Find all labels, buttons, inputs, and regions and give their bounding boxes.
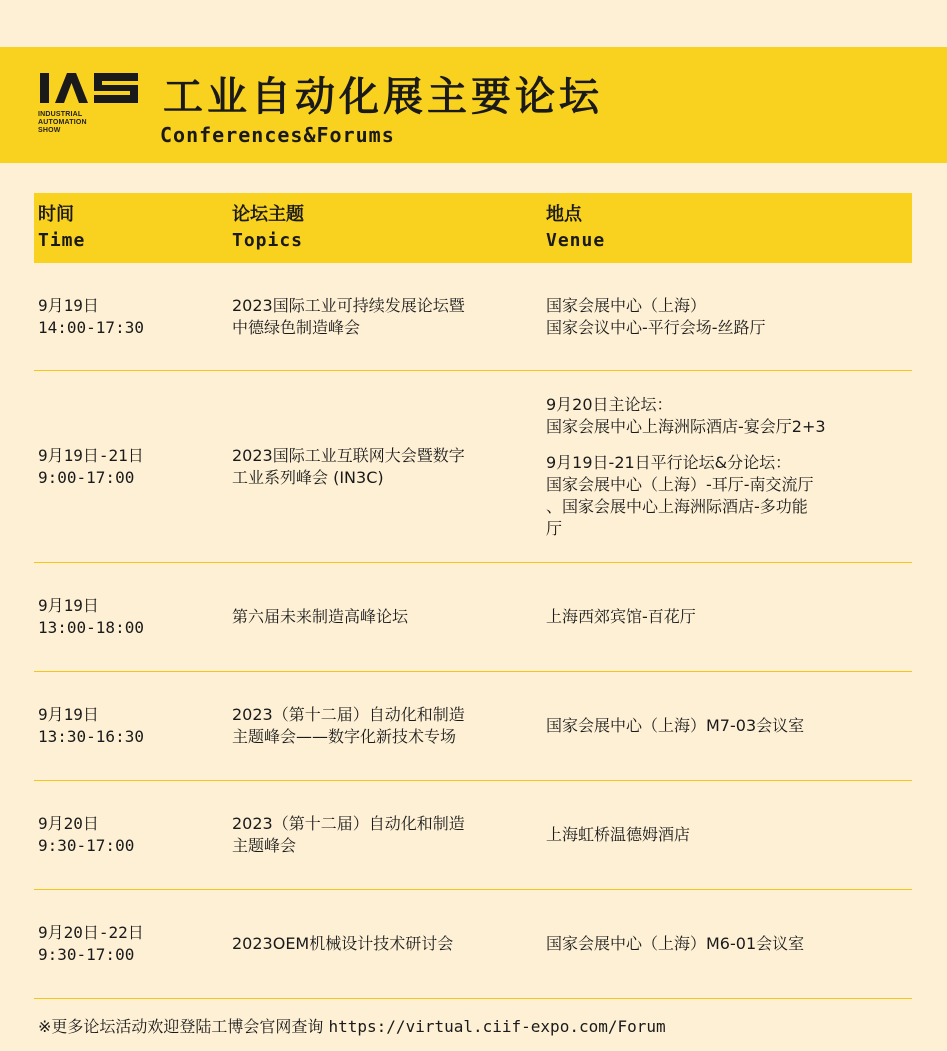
venue-cell [546,781,690,889]
topic-line: 2023（第十二届）自动化和制造 [232,814,465,833]
column-header-time [38,202,85,254]
logo-sub-line: SHOW [38,127,61,134]
hours-text: 9:30-17:00 [38,836,135,855]
venue-spacer [546,438,826,452]
hours-text: 9:00-17:00 [38,467,135,487]
ias-logo-mark [38,69,146,105]
column-header-en: Topics [232,230,304,251]
page-title: 工业自动化展主要论坛 [163,74,603,120]
time-cell [38,563,144,671]
logo-sub-line: INDUSTRIAL [38,111,83,118]
column-header-venue [546,202,605,254]
time-cell [38,371,144,562]
venue-line: 国家会议中心-平行会场-丝路厅 [546,317,766,337]
topic-line: 2023国际工业可持续发展论坛暨 [232,295,465,315]
column-header-zh: 地点 [546,204,582,225]
column-header-en: Venue [546,230,606,251]
topic-cell [232,890,453,998]
topic-cell [232,781,465,889]
hours-text: 14:00-17:30 [38,317,144,337]
topic-line: 2023国际工业互联网大会暨数字 [232,445,465,465]
logo-subtitle [38,111,148,135]
table-row [34,563,912,672]
venue-line: 国家会展中心（上海）M7-03会议室 [546,716,805,735]
venue-cell [546,563,696,671]
topic-cell [232,263,465,370]
table-row [34,371,912,563]
topic-cell [232,563,408,671]
hours-text: 9:30-17:00 [38,945,135,964]
venue-line: 9月19日-21日平行论坛&分论坛： [546,452,792,472]
venue-line: 上海西郊宾馆-百花厅 [546,607,696,626]
column-header-zh: 论坛主题 [232,204,304,225]
venue-line: 国家会展中心（上海）-耳厅-南交流厅 [546,474,814,494]
venue-cell [546,890,804,998]
venue-cell [546,371,826,562]
topic-line: 主题峰会 [232,836,297,855]
footer-note-text: ※更多论坛活动欢迎登陆工博会官网查询 [38,1017,329,1036]
venue-line: 国家会展中心（上海） [546,295,707,315]
venue-line: 国家会展中心上海洲际酒店-宴会厅2+3 [546,416,826,436]
time-cell [38,890,144,998]
date-text: 9月19日 [38,705,99,724]
page-header [0,47,947,163]
topic-line: 2023（第十二届）自动化和制造 [232,705,465,724]
page-subtitle: Conferences&Forums [160,123,395,147]
venue-line: 9月20日主论坛： [546,394,673,414]
forum-link[interactable]: https://virtual.ciif-expo.com/Forum [328,1017,666,1036]
footer-note [38,1014,666,1037]
time-cell [38,672,144,780]
hours-text: 13:00-18:00 [38,618,144,637]
venue-cell [546,263,766,370]
venue-line: 国家会展中心（上海）M6-01会议室 [546,934,805,953]
table-row [34,672,912,781]
column-header-en: Time [38,230,86,251]
date-text: 9月19日 [38,295,99,315]
logo-sub-line: AUTOMATION [38,119,87,126]
ias-logo [38,69,148,135]
topic-line: 2023OEM机械设计技术研讨会 [232,934,454,953]
table-row [34,263,912,371]
time-cell [38,263,144,370]
hours-text: 13:30-16:30 [38,727,144,746]
venue-line: 厅 [546,518,563,538]
topic-line: 工业系列峰会 (IN3C) [232,467,384,487]
topic-line: 第六届未来制造高峰论坛 [232,607,409,626]
venue-line: 上海虹桥温德姆酒店 [546,825,691,844]
time-cell [38,781,134,889]
venue-cell [546,672,804,780]
date-text: 9月19日 [38,596,99,615]
date-text: 9月19日-21日 [38,445,144,465]
topic-line: 主题峰会——数字化新技术专场 [232,727,457,746]
column-header-topic [232,202,304,254]
date-text: 9月20日 [38,814,99,833]
topic-line: 中德绿色制造峰会 [232,317,361,337]
topic-cell [232,672,465,780]
table-row [34,890,912,999]
venue-line: 、国家会展中心上海洲际酒店-多功能 [546,496,808,516]
topic-cell [232,371,465,562]
date-text: 9月20日-22日 [38,923,144,942]
table-row [34,781,912,890]
column-header-zh: 时间 [38,204,74,225]
table-header [34,193,912,263]
